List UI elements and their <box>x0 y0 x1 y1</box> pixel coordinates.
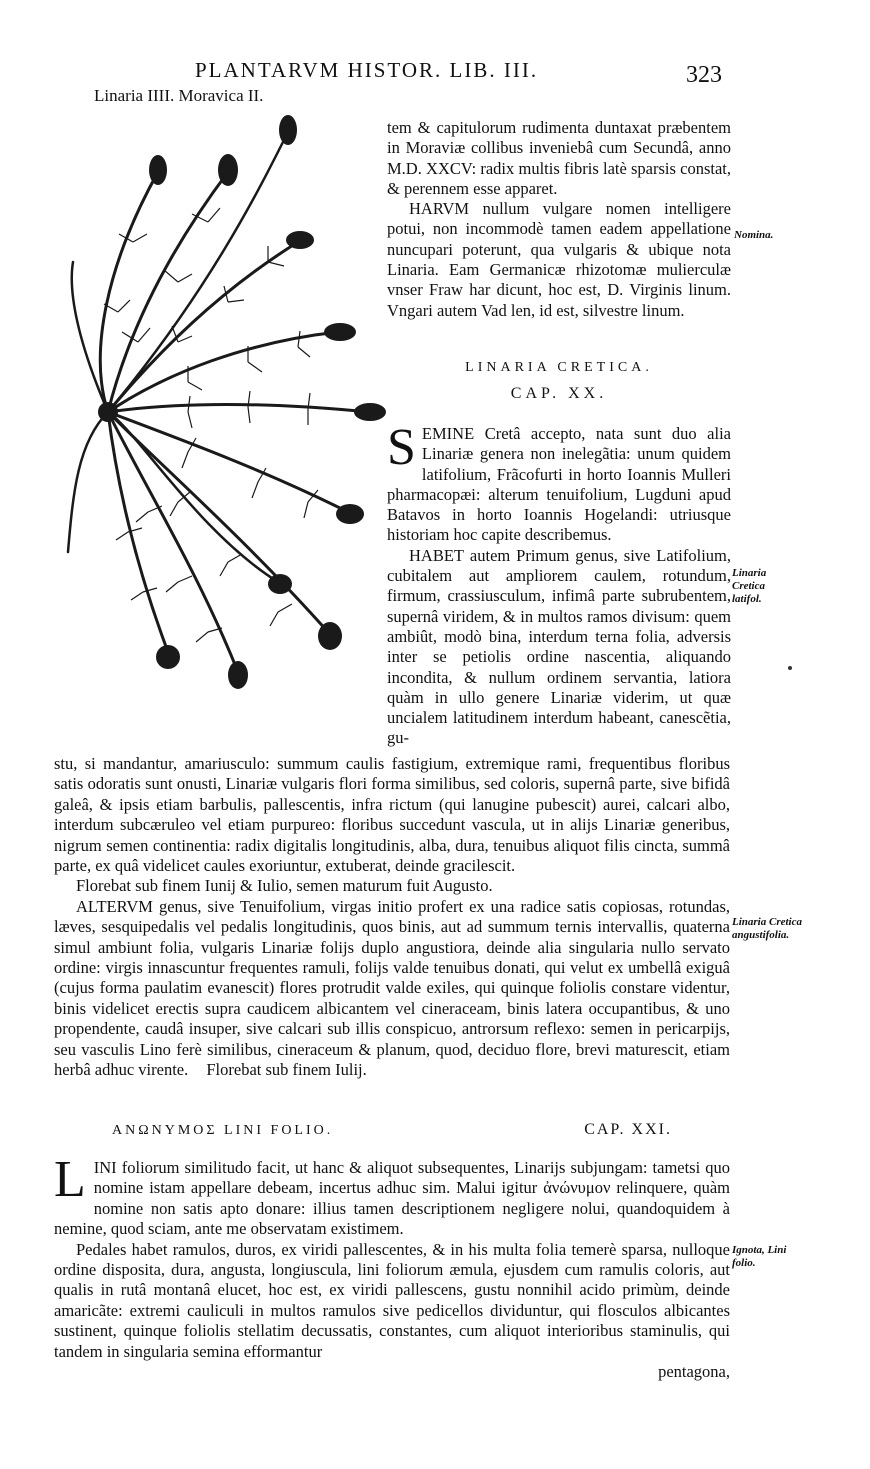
paragraph-florebat: Florebat sub finem Iunij & Iulio, semen maturum fuit Augusto. <box>76 876 493 896</box>
paragraph-continuation: tem & capitulorum rudimenta duntaxat præbentem in Moraviæ collibus inveniebâ cum Secundâ, anno M.D. XXCV: radix multis fibris latè sparsis constat, & perennem esse apparet. <box>387 118 731 198</box>
chapter-label: CAP. XX. <box>510 385 608 402</box>
page-number: 323 <box>686 62 722 88</box>
paragraph-habet: HABET autem Primum genus, sive Latifolium, cubitalem aut ampliorem caulem, rotundum, firmum, crassiusculum, infimâ parte subrubentem, supernâ viridem, & in multos ramos divisum: quem ambiût, modò bina, interdum terna folia, adversis inter se petiolis ordine nascentia, aliquando incondita, & nullum ordinem servantia, latiora quàm in ullo genere Linariæ viderim, ut quæ uncialem latitudinem interdum habeant, canescẽtia, gu- <box>387 545 731 748</box>
lead-word: ALTERVM <box>76 896 153 916</box>
full-width-body <box>54 754 730 1081</box>
section-heading-row <box>112 1123 672 1139</box>
catchword: pentagona, <box>658 1362 730 1382</box>
lead-word: HARVM <box>409 199 470 219</box>
ink-dot <box>788 666 792 670</box>
drop-cap: S <box>387 419 416 476</box>
lead-word: EMINE <box>421 424 475 443</box>
chapter-label: CAP. XXI. <box>584 1121 672 1138</box>
margin-note-latifolia: Linaria Cretica latifol. <box>732 567 767 605</box>
paragraph-description: stu, si mandantur, amariusculo: summum caulis fastigium, extremique rami, frequentibus floribus satis odoratis sunt onusti, Linariæ vulgaris flori forma similibus, sed coloris, supernâ parte, sive bifidâ galeâ, & ipsis etiam barbulis, pallescentis, infra rictum (qui lanugine pubescit) aurei, calcari albo, interdum subcæruleo vel etiam purpureo: floribus succedunt vascula, ut in alijs Linariæ generibus, nigrum semen continentia: radix digitalis longitudinis, alba, dura, tenuibus aliquot filis cincta, summâ parte, ex quâ videlicet caules exoriuntur, extuberat, deinde gracilescit. <box>54 754 730 876</box>
paragraph-nomina: HARVM nullum vulgare nomen intelligere potui, non incommodè tamen eadem appellatione nuncupari poterunt, qua vulgaris & ubique nota Linaria. Eam Germanicæ rhizotomæ mulierculæ vnser Fraw har dicunt, hoc est, D. Virginis linum. Vngari autem Vad len, id est, silvestre linum. <box>387 199 731 320</box>
margin-note-nomina: Nomina. <box>734 229 774 241</box>
linaria-plant-woodcut-icon <box>48 112 394 707</box>
margin-note-ignota: Ignota, Lini folio. <box>732 1244 787 1269</box>
section-title: ΑΝΩΝΥΜΟΣ LINI FOLIO. <box>112 1123 334 1138</box>
paragraph-semine: SEMINE Cretâ accepto, nata sunt duo alia Linariæ genera non inelegãtia: unum quidem latifolium, Frãcofurti in horto Ioannis Mulleri pharmacopæi: alterum tenuifolium, Lugduni apud Batavos in horto Ioannis Hogelandi: utriusque historiam hoc capite describemus. <box>387 419 731 545</box>
lead-word: INI <box>93 1158 117 1177</box>
paragraph-lini: LINI foliorum similitudo facit, ut hanc & aliquot subsequentes, Linarijs subjungam: tametsi quo nomine istam appellare debeam, incertus adhuc sim. Malui igitur ἀνώνυμον relinquere, quàm nomine non satis apto donare: illius tamen descriptionem negligere nolui, quandoquidem à nemine, quod sciam, ante me observatam existimem. <box>54 1151 730 1239</box>
chapter-xxi-body <box>54 1151 730 1382</box>
figure-caption: Linaria IIII. Moravica II. <box>94 86 264 105</box>
lead-word: HABET <box>409 545 464 565</box>
paragraph-alterum: ALTERVM genus, sive Tenuifolium, virgas initio profert ex una radice satis copiosas, rotundas, læves, sesquipedalis vel pedalis longitudinis, quos binis, aut ad summum ternis intervallis, quaterna simul ambiunt folia, vulgaris Linariæ folijs duplo angustiora, deinde alia singularia nullo servato ordine: virgis innascuntur frequentes ramuli, folijs valde tenuibus donati, qui velut ex umbellâ exiguâ (cujus forma paulatim evanescit) flores protrudit valde exiles, qui quinque foliolis constare videntur, binis videlicet erectis supra caudicem albicantem vel cineraceam, binis latera occupantibus, & uno propendente, caudâ insuper, sive calcari sub illis conspicuo, antrorsum reflexo: semen in pericarpijs, seu vasculis Lino ferè similibus, cineraceum & planum, quod, deciduo flore, brevi maturescit, etiam herbâ adhuc virente. Florebat sub finem Iulij. <box>54 896 731 1080</box>
running-head: PLANTARVM HISTOR. LIB. III. <box>195 58 539 82</box>
chapter-xx-body <box>387 419 731 749</box>
continuation-column <box>387 118 731 321</box>
drop-cap: L <box>54 1151 86 1208</box>
margin-note-angustifolia: Linaria Cretica angustifolia. <box>732 916 802 941</box>
section-title: LINARIA CRETICA. <box>465 360 653 375</box>
paragraph-pedales: Pedales habet ramulos, duros, ex viridi pallescentes, & in his multa folia temerè sparsa, nulloque ordine disposita, dura, angusta, longiuscula, lini foliorum æmula, ejusdem cum ramulis coloris, aut qualis in rutâ montanâ elucet, hoc est, ex viridi pallescens, gustu nonnihil acido primùm, deinde amaricãte: extremi cauliculi in multos ramulos sive pedicellos dividuntur, qui flosculos albicantes sustinent, quinque foliolis stellatim decussatis, constantes, cum aliquot interioribus staminulis, qui tandem in singularia semina efformantur <box>54 1239 730 1361</box>
